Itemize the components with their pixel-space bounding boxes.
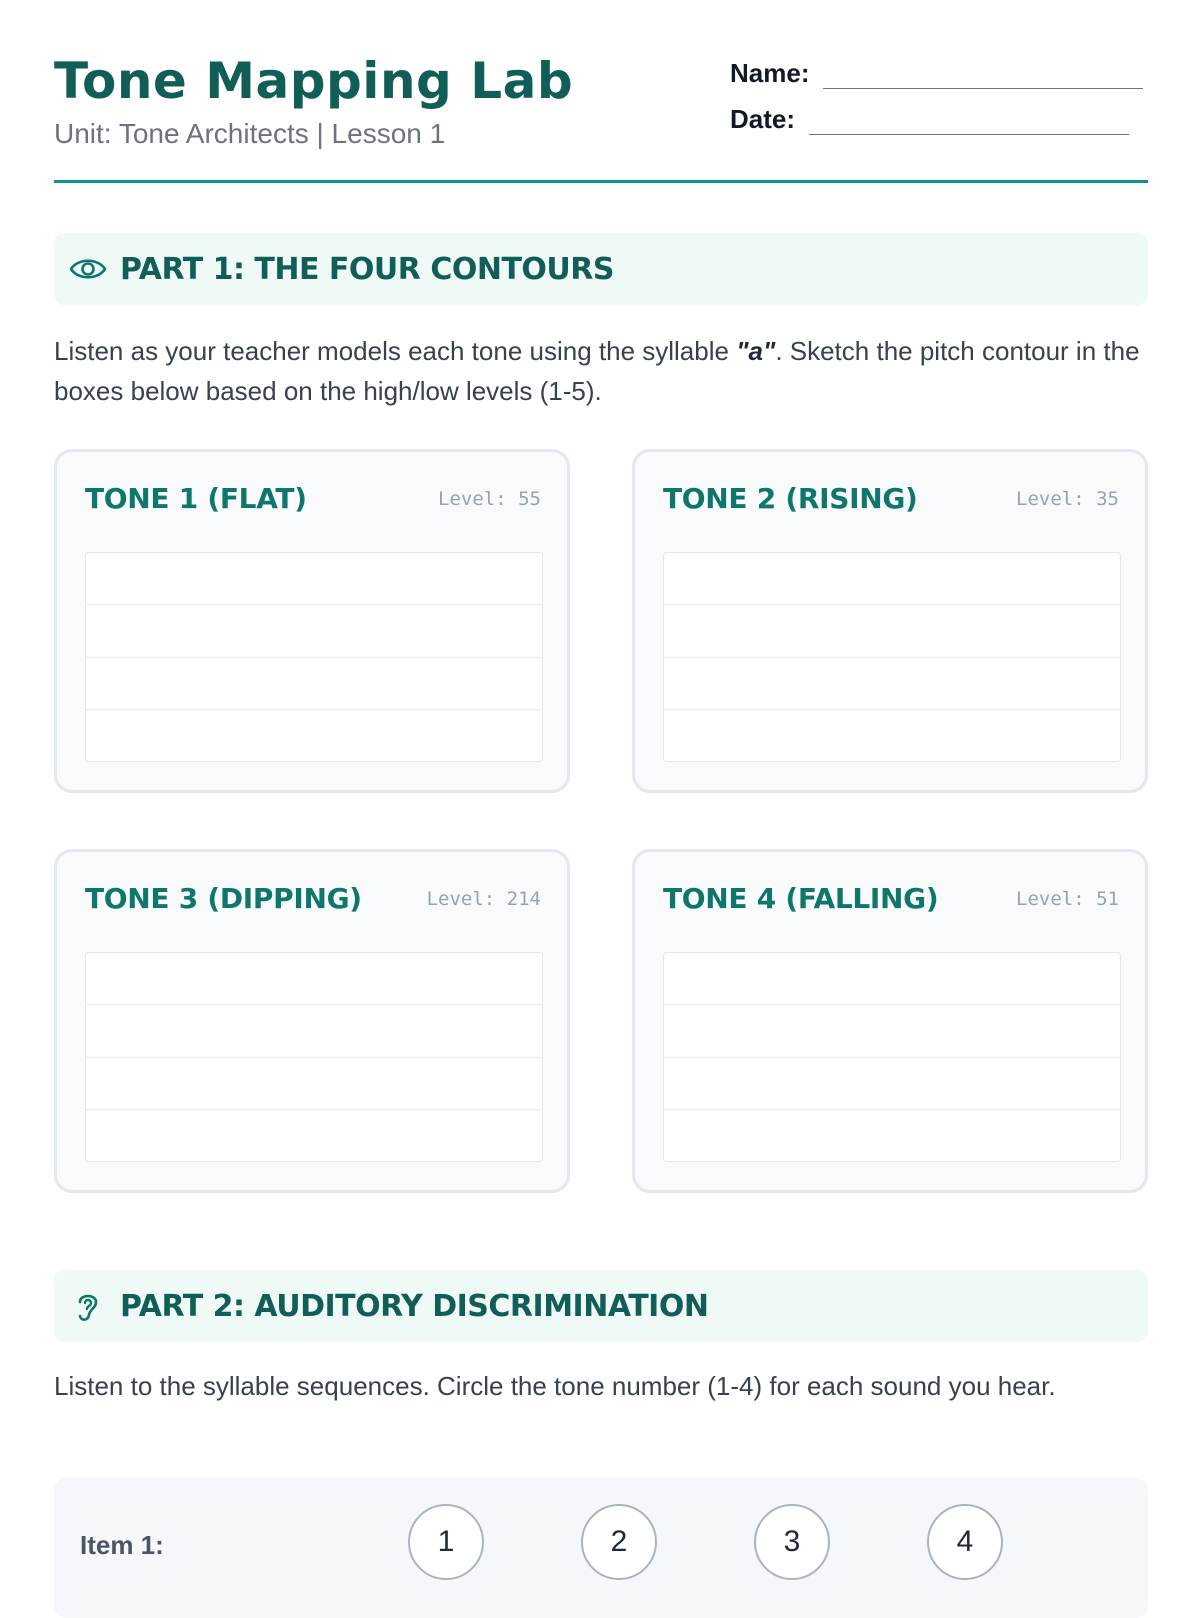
item-label: Item 1: <box>80 1530 164 1560</box>
date-blank-line[interactable] <box>809 104 1129 135</box>
tone-level-label: Level: 51 <box>1016 888 1119 910</box>
tone-card-title: TONE 1 (FLAT) <box>85 482 307 515</box>
worksheet-page <box>54 0 1148 1560</box>
part2-section-header <box>54 1270 1148 1342</box>
part1-instructions-text: Listen as your teacher models each tone using the syllable <box>54 336 737 366</box>
contour-sketch-area[interactable] <box>85 552 543 762</box>
contour-sketch-area[interactable] <box>663 952 1121 1162</box>
syllable-example: "a" <box>736 336 776 366</box>
part1-instructions-text-end: . Sketch the pitch contour in the boxes below based on the high/low levels (1-5). <box>54 336 1140 406</box>
name-blank-line[interactable] <box>823 58 1143 89</box>
tone-card-4 <box>632 849 1148 1193</box>
part2-title: PART 2: AUDITORY DISCRIMINATION <box>120 1288 709 1324</box>
header-divider <box>54 180 1148 183</box>
tone-card-title: TONE 4 (FALLING) <box>663 882 939 915</box>
page-subtitle: Unit: Tone Architects | Lesson 1 <box>54 118 446 149</box>
tone-card-2 <box>632 449 1148 793</box>
part1-section-header <box>54 233 1148 305</box>
name-label: Name: <box>730 58 810 88</box>
part1-instructions <box>54 331 1148 411</box>
contour-sketch-area[interactable] <box>663 552 1121 762</box>
tone-choice-3[interactable]: 3 <box>754 1504 830 1580</box>
date-label: Date: <box>730 104 796 134</box>
contour-sketch-area[interactable] <box>85 952 543 1162</box>
tone-card-title: TONE 3 (DIPPING) <box>85 882 362 915</box>
name-field-row <box>730 58 1143 89</box>
tone-level-label: Level: 35 <box>1016 488 1119 510</box>
tone-card-title: TONE 2 (RISING) <box>663 482 918 515</box>
tone-card-3 <box>54 849 570 1193</box>
part1-title: PART 1: THE FOUR CONTOURS <box>120 251 614 287</box>
tone-level-label: Level: 214 <box>426 888 541 910</box>
tone-card-1 <box>54 449 570 793</box>
tone-choice-4[interactable]: 4 <box>927 1504 1003 1580</box>
discrimination-item-row <box>54 1478 1148 1618</box>
tone-choice-1[interactable]: 1 <box>408 1504 484 1580</box>
page-title: Tone Mapping Lab <box>54 52 574 110</box>
tone-level-label: Level: 55 <box>438 488 541 510</box>
worksheet-header <box>54 0 1148 184</box>
eye-icon <box>68 249 108 289</box>
date-field-row <box>730 104 1129 135</box>
ear-icon <box>68 1286 108 1326</box>
part2-instructions: Listen to the syllable sequences. Circle the tone number (1-4) for each sound you hear. <box>54 1371 1056 1401</box>
tone-choice-2[interactable]: 2 <box>581 1504 657 1580</box>
